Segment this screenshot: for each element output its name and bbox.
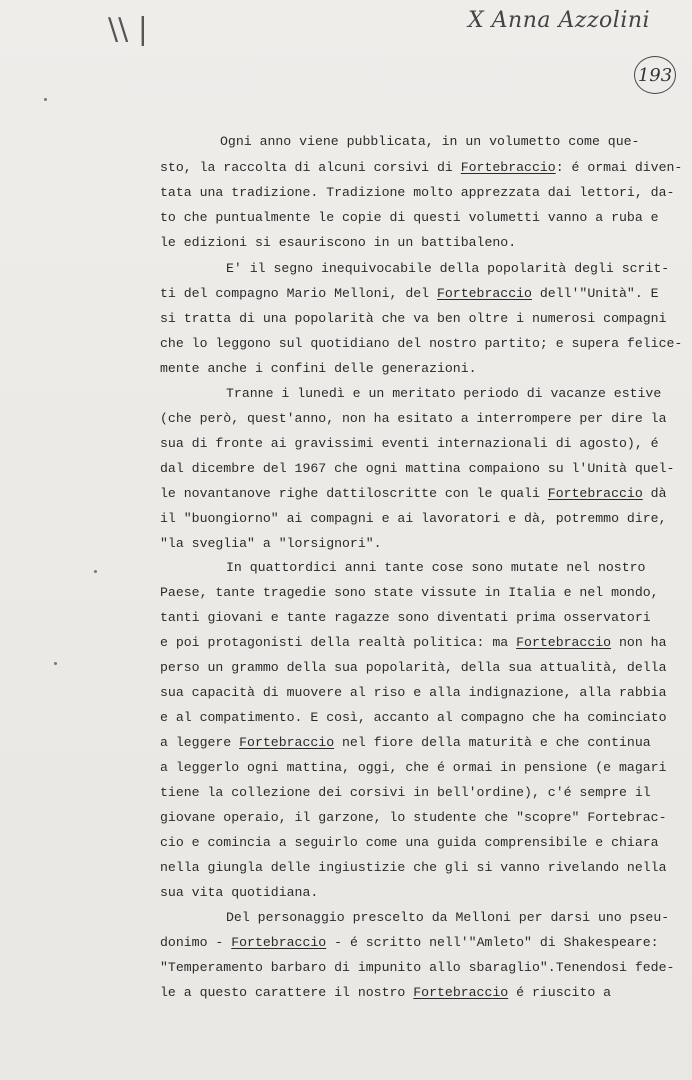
underlined-name: Fortebraccio [460,160,556,175]
text-line [160,960,674,976]
handwritten-author-note: X Anna Azzolini [468,8,651,33]
line-text: tanti giovani e tante ragazze sono diventati prima osservatori [160,610,651,625]
paper-speck [44,98,47,101]
text-line [160,436,659,452]
text-line [160,635,667,651]
text-line [160,461,674,477]
line-text: a leggere [160,735,240,750]
page-number-text: 193 [637,64,673,86]
line-text: "Temperamento barbaro di impunito allo sbaraglio".Tenendosi fede- [160,960,675,975]
line-text: Tranne i lunedì e un meritato periodo di vacanze estive [226,386,662,401]
line-text: si tratta di una popolarità che va ben oltre i numerosi compagni [160,311,667,326]
line-text: sua vita quotidiana. [160,885,319,900]
line-text: nella giungla delle ingiustizie che gli si vanno rivelando nella [160,860,667,875]
underlined-name: Fortebraccio [516,635,612,650]
paper-speck [94,570,97,573]
line-text: donimo - [160,935,232,950]
text-line [160,286,659,302]
text-line [160,810,666,826]
line-text: il "buongiorno" ai compagni e ai lavoratori e dà, potremmo dire, [160,511,667,526]
text-line [160,735,651,751]
line-text-after: nel fiore della maturità e che continua [334,735,651,750]
text-line [160,835,659,851]
text-line [160,160,682,176]
line-text: sua capacità di muovere al riso e alla indignazione, alla rabbia [160,685,667,700]
line-text: e al compatimento. E così, accanto al compagno che ha cominciato [160,710,667,725]
underlined-name: Fortebraccio [239,735,335,750]
line-text: a leggerlo ogni mattina, oggi, che é ormai in pensione (e magari [160,760,667,775]
text-line [160,985,611,1001]
line-text-after: - é scritto nell'"Amleto" di Shakespeare: [326,935,659,950]
line-text: sua di fronte ai gravissimi eventi internazionali di agosto), é [160,436,659,451]
text-line [160,885,318,901]
line-text-after: : é ormai diven- [555,160,683,175]
text-line [160,210,659,226]
text-line [160,860,666,876]
text-line [160,311,666,327]
text-line [160,660,666,676]
line-text: ti del compagno Mario Melloni, del [160,286,437,301]
line-text: mente anche i confini delle generazioni. [160,361,477,376]
text-line [160,785,651,801]
line-text: (che però, quest'anno, non ha esitato a interrompere per dire la [160,411,667,426]
text-line [160,536,382,552]
line-text: E' il segno inequivocabile della popolarità degli scrit- [226,261,670,276]
line-text-after: é riuscito a [508,985,612,1000]
text-line [220,134,639,150]
text-line [226,386,661,402]
line-text: to che puntualmente le copie di questi volumetti vanno a ruba e [160,210,659,225]
underlined-name: Fortebraccio [413,985,509,1000]
text-line [160,511,666,527]
text-line [160,235,516,251]
text-line [160,486,667,502]
text-line [160,336,682,352]
line-text-after: dell'"Unità". E [531,286,659,301]
line-text: dal dicembre del 1967 che ogni mattina compaiono su l'Unità quel- [160,461,675,476]
underlined-name: Fortebraccio [231,935,327,950]
line-text-after: non ha [611,635,667,650]
text-line [160,935,659,951]
line-text: "la sveglia" a "lorsignori". [160,536,382,551]
line-text: le a questo carattere il nostro [160,985,414,1000]
text-line [160,760,666,776]
underlined-name: Fortebraccio [547,486,643,501]
text-line [160,710,666,726]
text-line [226,910,669,926]
line-text: sto, la raccolta di alcuni corsivi di [160,160,461,175]
line-text: In quattordici anni tante cose sono mutate nel nostro [226,560,646,575]
circled-page-number [634,56,676,94]
paper-speck [54,662,57,665]
line-text: che lo leggono sul quotidiano del nostro partito; e supera felice- [160,336,683,351]
line-text: e poi protagonisti della realtà politica: ma [160,635,517,650]
text-line [160,411,666,427]
line-text: cio e comincia a seguirlo come una guida comprensibile e chiara [160,835,659,850]
text-line [160,610,651,626]
line-text: giovane operaio, il garzone, lo studente che "scopre" Fortebrac- [160,810,667,825]
line-text: Ogni anno viene pubblicata, in un volumetto come que- [220,134,640,149]
margin-marks: \\ | [108,12,148,47]
line-text: Del personaggio prescelto da Melloni per darsi uno pseu- [226,910,670,925]
line-text-after: dà [642,486,667,501]
line-text: Paese, tante tragedie sono state vissute in Italia e nel mondo, [160,585,659,600]
line-text: le novantanove righe dattiloscritte con le quali [160,486,548,501]
text-line [226,560,645,576]
text-line [160,685,666,701]
line-text: tata una tradizione. Tradizione molto apprezzata dai lettori, da- [160,185,675,200]
line-text: tiene la collezione dei corsivi in bell'ordine), c'é sempre il [160,785,651,800]
text-line [160,185,674,201]
text-line [226,261,669,277]
underlined-name: Fortebraccio [436,286,532,301]
line-text: perso un grammo della sua popolarità, della sua attualità, della [160,660,667,675]
text-line [160,585,659,601]
line-text: le edizioni si esauriscono in un battibaleno. [160,235,517,250]
text-line [160,361,477,377]
